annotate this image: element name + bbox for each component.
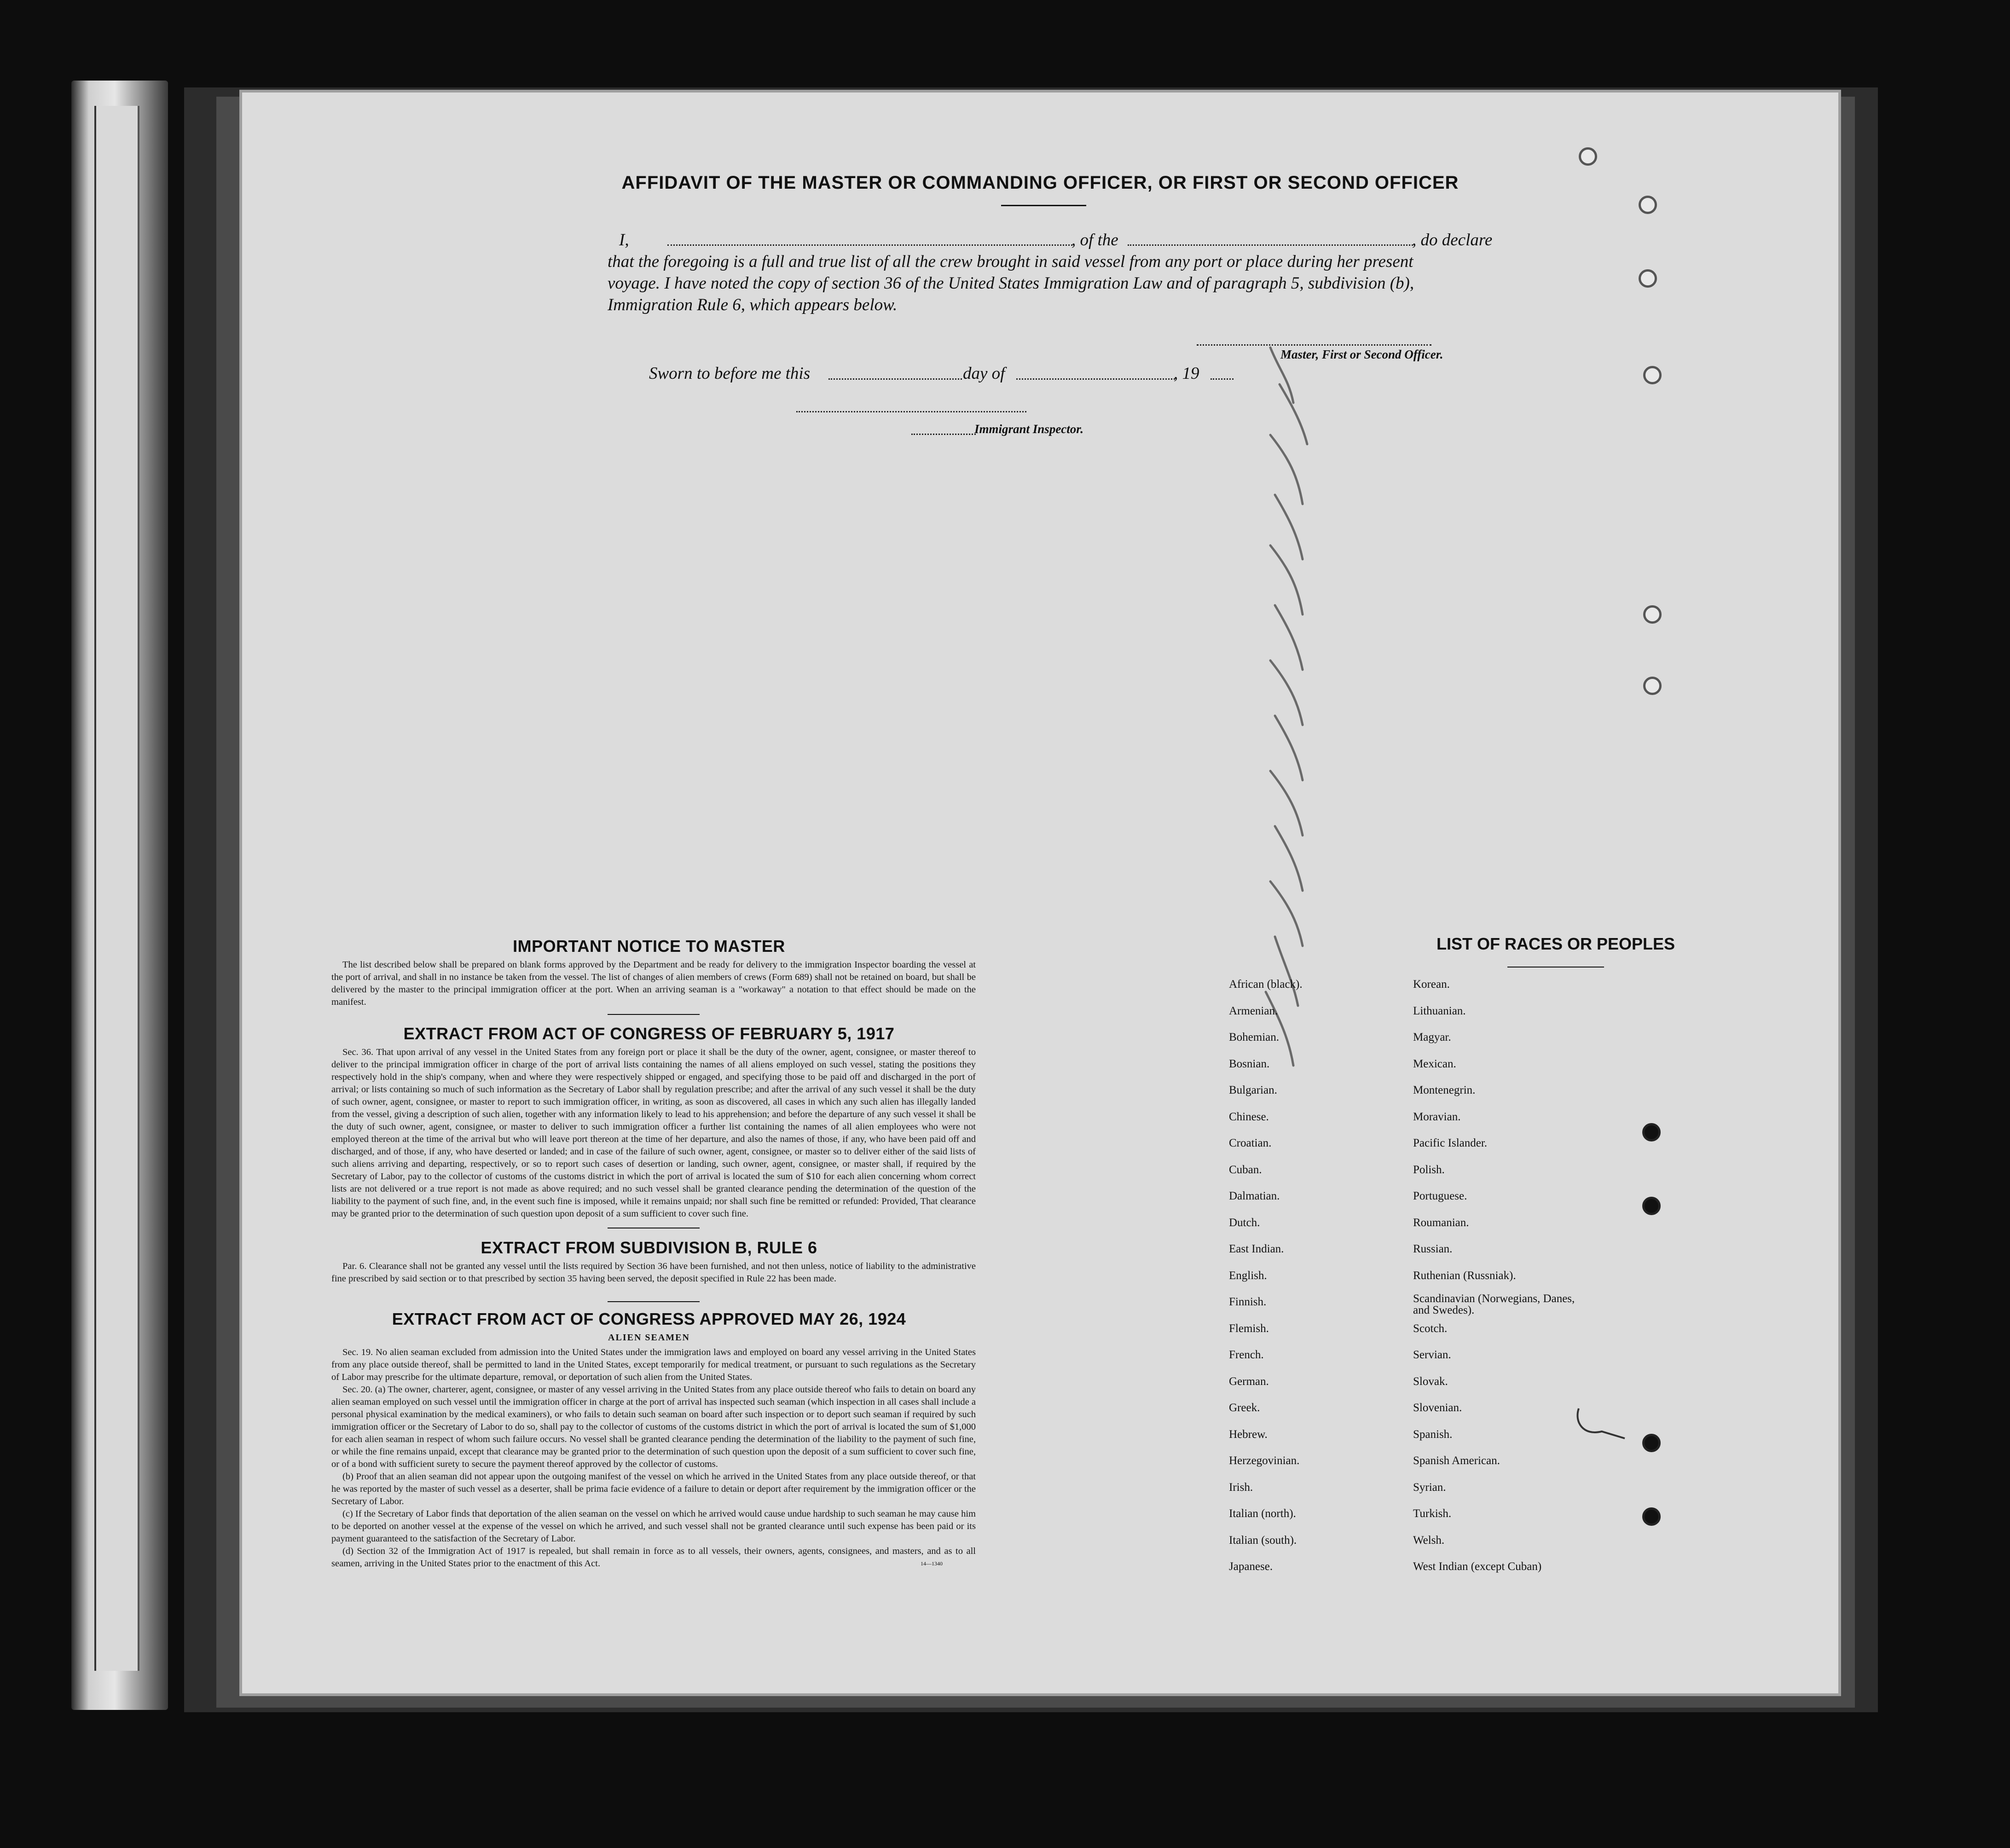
sec-20-d: (d) Section 32 of the Immigration Act of 1917 is repealed, but shall remain in force as to all vessels, their owners, agents, consignees, and masters, and as to all seamen, arriving in the United States prior to the enactment of this Act.: [331, 1546, 976, 1569]
pencil-mark: [1574, 1404, 1629, 1441]
race-item: Chinese.: [1229, 1110, 1269, 1123]
sworn-month-field[interactable]: [1016, 378, 1175, 380]
race-item: Slovenian.: [1413, 1402, 1462, 1414]
form-number: 14—1340: [921, 1560, 943, 1567]
race-item: Japanese.: [1229, 1560, 1273, 1573]
extract-rule6-text: Par. 6. Clearance shall not be granted any vessel until the lists required by Section 36 have been furnished, and not then unless, notice of liability to the administrative fine prescribed by said section or to that prescribed by section 35 having been served, the deposit specified in Rule 22 has been made.: [331, 1261, 976, 1284]
sworn-day-of: day of: [963, 364, 1005, 383]
race-item: Magyar.: [1413, 1031, 1451, 1043]
signature-caption: Master, First or Second Officer.: [1280, 348, 1443, 361]
race-item: Ruthenian (Russniak).: [1413, 1269, 1516, 1282]
race-item: Italian (north).: [1229, 1507, 1296, 1520]
affidavit-i: I,: [619, 231, 629, 249]
binder-strip: [94, 106, 139, 1671]
race-item: Roumanian.: [1413, 1216, 1469, 1229]
race-item: English.: [1229, 1269, 1267, 1282]
race-item: Italian (south).: [1229, 1534, 1297, 1547]
extract-1917-text: Sec. 36. That upon arrival of any vessel in the United States from any foreign port or place it shall be the duty of the owner, agent, consignee, or master thereof to deliver to the principal immigration officer in charge of the port of arrival lists containing the names of all aliens employed on such vessel, stating the positions they respectively hold in the ship's company, when and where they were respectively shipped or engaged, and specifying those to be paid off and discharged in the port of arrival; or lists containing so much of such information as the Secretary of Labor shall by regulation prescribe; and after the arrival of any such vessel it shall be the duty of such owner, agent, consignee, or master to report to such immigration officer, in writing, as soon as discovered, all cases in which any such alien has illegally landed from the vessel, giving a description of such alien, together with any information likely to lead to his apprehension; and before the departure of any such vessel it shall be the duty of such owner, agent, consignee, or master to deliver to such immigration officer a further list containing the names of all alien employees who were not employed thereon at the time of the arrival but who will leave port thereon at the time of her departure, and also the names of those, if any, who have been paid off and discharged, and of those, if any, who have deserted or landed; and in case of the failure of such owner, agent, consignee, or master so to deliver either of the said lists of such aliens arriving and departing, respectively, or so to report such cases of desertion or landing, such owner, agent, consignee, or master shall, if required by the Secretary of Labor, pay to the collector of customs of the customs district in which the port of arrival is located the sum of $10 for each alien concerning whom correct lists are not delivered or a true report is not made as above required; and no such vessel shall be granted clearance pending the determination of the question of the liability to the payment of such fine, and, in the event such fine is imposed, while it remains unpaid; nor shall such fine be remitted or refunded: Provided, That clearance may be granted prior to the determination of such question upon deposit of a sum sufficient to cover such fine.: [331, 1047, 976, 1219]
punch-hole: [1642, 1507, 1661, 1526]
race-item: Dutch.: [1229, 1216, 1260, 1229]
race-item: Irish.: [1229, 1481, 1253, 1494]
race-item: African (black).: [1229, 978, 1303, 991]
inspector-signature-line-2: [911, 434, 976, 435]
punch-hole: [1642, 1434, 1661, 1452]
sworn-prefix: Sworn to before me this: [649, 364, 811, 383]
extract-1924-title: EXTRACT FROM ACT OF CONGRESS APPROVED MAY 26, 1924: [392, 1309, 906, 1328]
sec-20-b: (b) Proof that an alien seaman did not appear upon the outgoing manifest of the vessel on which he arrived in the United States from any place outside thereof, or that he was reported by the master of such vessel as a deserter, shall be prima facie evidence of a failure to detain or deport after requirement by the immigration officer or the Secretary of Labor.: [331, 1471, 976, 1506]
race-item: Slovak.: [1413, 1375, 1448, 1388]
race-item: Cuban.: [1229, 1163, 1262, 1176]
race-item: Herzegovinian.: [1229, 1454, 1300, 1467]
divider: [608, 1014, 700, 1015]
notice-text: The list described below shall be prepared on blank forms approved by the Department and be ready for delivery to the immigration Inspector boarding the vessel at the port of arrival, and shall in no instance be taken from the vessel. The list of changes of alien members of crews (Form 689) shall not be retained on board, but shall be delivered by the master to the principal immigration officer at the port. When an arriving seaman is a "workaway" a notation to that effect should be made on the manifest.: [331, 960, 976, 1007]
race-item: Servian.: [1413, 1349, 1451, 1361]
sworn-year-field[interactable]: [1211, 378, 1234, 380]
punch-hole: [1642, 1197, 1661, 1215]
race-item: Flemish.: [1229, 1322, 1269, 1335]
punch-hole: [1639, 196, 1657, 214]
affidavit-line-4: Immigration Rule 6, which appears below.: [608, 295, 898, 314]
divider: [608, 1301, 700, 1302]
race-item: Bosnian.: [1229, 1057, 1270, 1070]
punch-hole: [1579, 147, 1597, 166]
sworn-year: , 19: [1174, 364, 1199, 383]
races-title: LIST OF RACES OR PEOPLES: [1436, 934, 1675, 953]
race-item: East Indian.: [1229, 1243, 1284, 1255]
sec-20-a: Sec. 20. (a) The owner, charterer, agent, consignee, or master of any vessel arriving in the United States from any place outside thereof who fails to detain on board any alien seaman employed on such vessel until the immigration officer in charge at the port of arrival has inspected such seaman (which inspection in all cases shall include a personal physical examination by the medical examiners), or who fails to detain such seaman on board after such inspection or to deport such seaman if required by such immigration officer or the Secretary of Labor to do so, shall pay to the collector of customs of the customs district in which the port of arrival is located the sum of $1,000 for each alien seaman in respect of whom such failure occurs. No vessel shall be granted clearance pending the determination of the liability to the payment of such fine, or while the fine remains unpaid, except that clearance may be granted prior to the determination of such question upon the deposit of a sum sufficient to cover such fine, or of a bond with sufficient surety to secure the payment thereof approved by the collector of customs.: [331, 1385, 976, 1469]
punch-hole: [1643, 366, 1662, 384]
race-item: Greek.: [1229, 1402, 1260, 1414]
race-item: Scotch.: [1413, 1322, 1448, 1335]
race-item: Turkish.: [1413, 1507, 1452, 1520]
vessel-name-field[interactable]: [1128, 244, 1413, 246]
race-item: Montenegrin.: [1413, 1084, 1476, 1096]
race-item: Korean.: [1413, 978, 1450, 991]
affidavit-declare: , do declare: [1412, 231, 1493, 249]
race-item: Welsh.: [1413, 1534, 1445, 1547]
punch-hole: [1639, 269, 1657, 288]
extract-1917-title: EXTRACT FROM ACT OF CONGRESS OF FEBRUARY 5, 1917: [403, 1024, 895, 1043]
race-item: Russian.: [1413, 1243, 1453, 1255]
race-item: Armenian.: [1229, 1004, 1278, 1017]
race-item: Dalmatian.: [1229, 1190, 1280, 1202]
race-item: Polish.: [1413, 1163, 1445, 1176]
race-item: Bulgarian.: [1229, 1084, 1277, 1096]
sec-20-c: (c) If the Secretary of Labor finds that deportation of the alien seaman on the vessel on which he arrived would cause undue hardship to such seaman he may cause him to be deported on another vessel at the expense of the vessel on which he arrived, and such vessel shall not be granted clearance until such expense has been paid or its payment guaranteed to the satisfaction of the Secretary of Labor.: [331, 1509, 976, 1544]
extract-1924-text: [331, 1346, 976, 1570]
sworn-day-field[interactable]: [828, 378, 962, 380]
manifest-page: [239, 90, 1841, 1696]
inspector-caption: Immigrant Inspector.: [974, 422, 1084, 436]
race-item: West Indian (except Cuban): [1413, 1560, 1542, 1573]
affidavit-of-the: , of the: [1072, 231, 1118, 249]
affidavit-line-3: voyage. I have noted the copy of section 36 of the United States Immigration Law and of paragraph 5, subdivision (b),: [608, 274, 1414, 293]
race-item: Pacific Islander.: [1413, 1137, 1488, 1149]
race-item: Hebrew.: [1229, 1428, 1268, 1441]
punch-hole: [1643, 677, 1662, 695]
title-underline: [1001, 205, 1086, 206]
race-item: Spanish American.: [1413, 1454, 1500, 1467]
alien-seamen-subtitle: ALIEN SEAMEN: [608, 1332, 690, 1343]
race-item: Finnish.: [1229, 1296, 1267, 1308]
inspector-signature-field[interactable]: [796, 411, 1026, 412]
race-item: Scandinavian (Norwegians, Danes, and Swedes).: [1413, 1292, 1575, 1316]
race-item: Moravian.: [1413, 1110, 1461, 1123]
race-item: German.: [1229, 1375, 1269, 1388]
notice-title: IMPORTANT NOTICE TO MASTER: [513, 937, 785, 956]
sec-19: Sec. 19. No alien seaman excluded from admission into the United States under the immigration laws and employed on board any vessel arriving in the United States from any place outside thereof, shall be permitted to land in the United States, except temporarily for medical treatment, or pursuant to such regulations as the Secretary of Labor may prescribe for the ultimate departure, removal, or deportation of such alien from the United States.: [331, 1347, 976, 1382]
affidavit-title: AFFIDAVIT OF THE MASTER OR COMMANDING OFFICER, OR FIRST OR SECOND OFFICER: [621, 173, 1459, 193]
race-item: Mexican.: [1413, 1057, 1456, 1070]
race-item: French.: [1229, 1349, 1264, 1361]
race-item: Spanish.: [1413, 1428, 1453, 1441]
race-item: Bohemian.: [1229, 1031, 1280, 1043]
race-item: Syrian.: [1413, 1481, 1446, 1494]
punch-hole: [1643, 605, 1662, 624]
race-item: Lithuanian.: [1413, 1004, 1466, 1017]
officer-name-field[interactable]: [667, 244, 1072, 246]
extract-rule6-title: EXTRACT FROM SUBDIVISION B, RULE 6: [481, 1238, 817, 1257]
punch-hole: [1642, 1123, 1661, 1141]
race-item: Croatian.: [1229, 1137, 1272, 1149]
race-item: Portuguese.: [1413, 1190, 1467, 1202]
affidavit-line-2: that the foregoing is a full and true list of all the crew brought in said vessel from any port or place during her present: [608, 252, 1413, 271]
